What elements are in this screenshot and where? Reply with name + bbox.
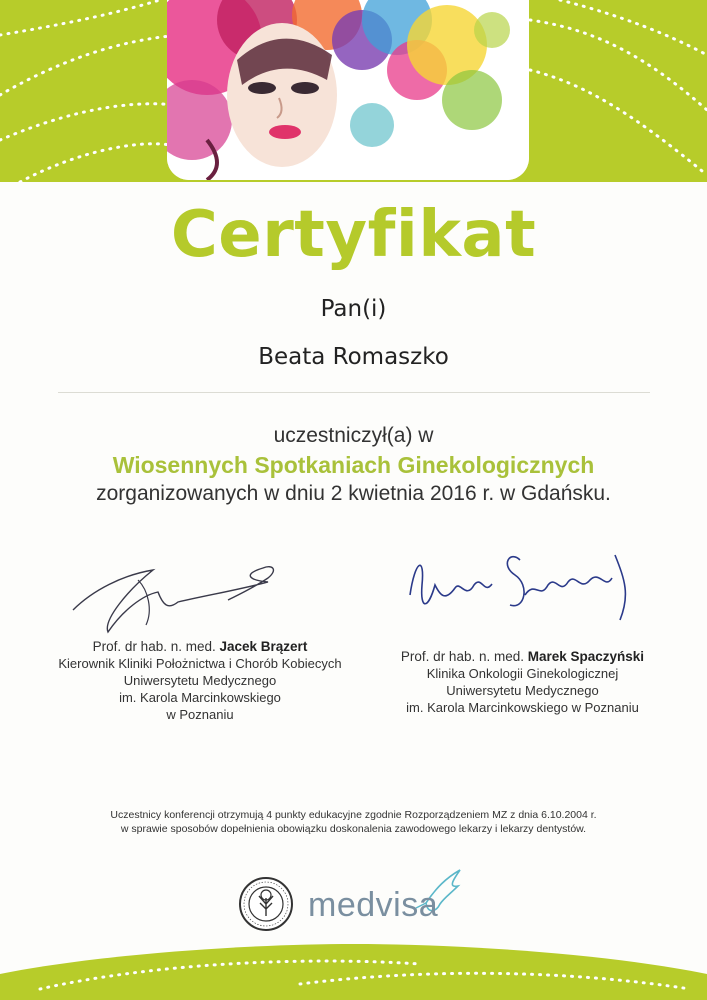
medvisa-wordmark: medvisa bbox=[308, 886, 439, 924]
left-signer-line4: w Poznaniu bbox=[166, 707, 234, 722]
right-signer-line3: im. Karola Marcinkowskiego w Poznaniu bbox=[406, 700, 639, 715]
participation-text: uczestniczył(a) w bbox=[273, 424, 434, 447]
divider bbox=[58, 392, 650, 393]
right-signer-line2: Uniwersytetu Medycznego bbox=[446, 683, 599, 698]
notice-line1: Uczestnicy konferencji otrzymują 4 punkty edukacyjne zgodnie Rozporządzeniem MZ z dnia 6.10.2004 r. bbox=[110, 809, 597, 821]
left-signer-line3: im. Karola Marcinkowskiego bbox=[119, 690, 281, 705]
certificate-title: Certyfikat bbox=[170, 198, 537, 272]
right-signer-prefix: Prof. dr hab. n. med. bbox=[400, 649, 524, 664]
left-signer-name: Jacek Brązert bbox=[219, 639, 308, 654]
event-name: Wiosennych Spotkaniach Ginekologicznych bbox=[112, 452, 595, 478]
bottom-decorative-band bbox=[0, 944, 707, 1000]
left-signer-line2: Uniwersytetu Medycznego bbox=[123, 673, 277, 688]
top-decorative-band bbox=[0, 0, 707, 182]
left-signer-line1: Kierownik Kliniki Położnictwa i Chorób Kobiecych bbox=[58, 656, 342, 671]
left-signer-prefix: Prof. dr hab. n. med. bbox=[92, 639, 216, 654]
medvisa-logo bbox=[308, 868, 468, 928]
salutation: Pan(i) bbox=[320, 296, 387, 322]
right-signature bbox=[400, 540, 640, 630]
right-signer-name: Marek Spaczyński bbox=[527, 649, 645, 664]
left-signature bbox=[68, 550, 288, 640]
cme-points-notice bbox=[0, 808, 707, 836]
recipient-name: Beata Romaszko bbox=[258, 344, 449, 370]
event-date-location: zorganizowanych w dniu 2 kwietnia 2016 r. w Gdańsku. bbox=[96, 482, 611, 505]
watercolor-portrait-image bbox=[167, 0, 529, 180]
right-signer-line1: Klinika Onkologii Ginekologicznej bbox=[426, 666, 619, 681]
notice-line2: w sprawie sposobów dopełnienia obowiązku doskonalenia zawodowego lekarzy i lekarzy dentystów. bbox=[120, 823, 587, 835]
right-signer-block bbox=[345, 648, 700, 716]
left-signer-block bbox=[0, 638, 400, 723]
society-seal-logo bbox=[238, 876, 294, 932]
